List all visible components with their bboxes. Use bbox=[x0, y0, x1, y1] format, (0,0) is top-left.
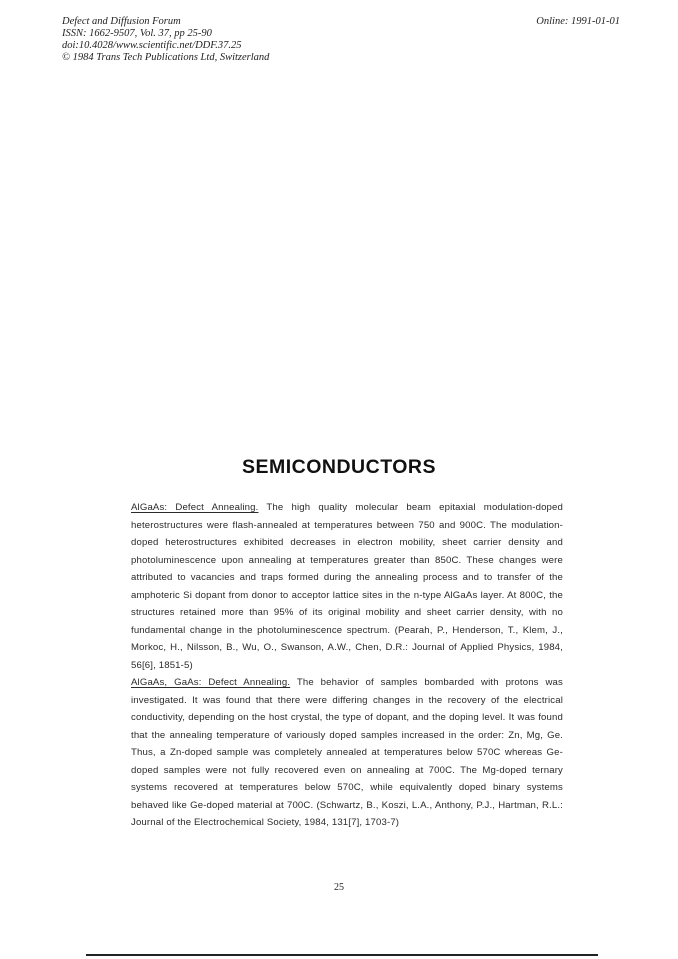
entry-title: AlGaAs: Defect Annealing. bbox=[131, 502, 259, 513]
entry-title: AlGaAs, GaAs: Defect Annealing. bbox=[131, 677, 291, 688]
issn-line: ISSN: 1662-9507, Vol. 37, pp 25-90 bbox=[62, 28, 212, 39]
entry-text: The high quality molecular beam epitaxial modulation-doped heterostructures were flash-annealed at temperatures between 750 and 900C. The modulation-doped heterostructures exhibited decreases in electron mobility, sheet carrier density and photoluminescence upon annealing at temperatures greater than 850C. These changes were attributed to vacancies and traps formed during the annealing process and to transfer of the amphoteric Si dopant from donor to acceptor lattice sites in the n-type AlGaAs layer. At 800C, the structures retained more than 95% of its original mobility and sheet carrier density, with no fundamental change in the photoluminescence spectrum. (Pearah, P., Henderson, T., Klem, J., Morkoc, H., Nilsson, B., Wu, O., Swanson, A.W., Chen, D.R.: Journal of Applied Physics, 1984, 56[6], 1851-5) bbox=[131, 502, 564, 671]
entry-text: The behavior of samples bombarded with protons was investigated. It was found that there were differing changes in the recovery of the electrical conductivity, depending on the host crystal, the type of dopant, and the doping level. It was found that the annealing temperature of variously doped samples increased in the order: Zn, Mg, Ge. Thus, a Zn-doped sample was completely annealed at temperatures below 570C whereas Ge-doped samples were not fully recovered even on annealing at 700C. The Mg-doped ternary systems recovered at temperatures below 570C, while equivalently doped binary systems behaved like Ge-doped material at 700C. (Schwartz, B., Koszi, L.A., Anthony, P.J., Hartman, R.L.: Journal of the Electrochemical Society, 1984, 131[7], 1703-7) bbox=[131, 677, 563, 828]
page-number: 25 bbox=[334, 882, 344, 893]
abstract-body bbox=[131, 499, 563, 832]
online-date: Online: 1991-01-01 bbox=[536, 16, 620, 27]
journal-header bbox=[62, 16, 269, 64]
copyright-line: © 1984 Trans Tech Publications Ltd, Switzerland bbox=[62, 52, 270, 63]
entry-algaas-gaas-annealing bbox=[131, 674, 563, 832]
entry-algaas-annealing bbox=[131, 499, 563, 674]
doi-line: doi:10.4028/www.scientific.net/DDF.37.25 bbox=[62, 40, 242, 51]
footer-rule bbox=[86, 954, 598, 956]
journal-name: Defect and Diffusion Forum bbox=[62, 16, 181, 27]
section-title: SEMICONDUCTORS bbox=[241, 456, 437, 478]
